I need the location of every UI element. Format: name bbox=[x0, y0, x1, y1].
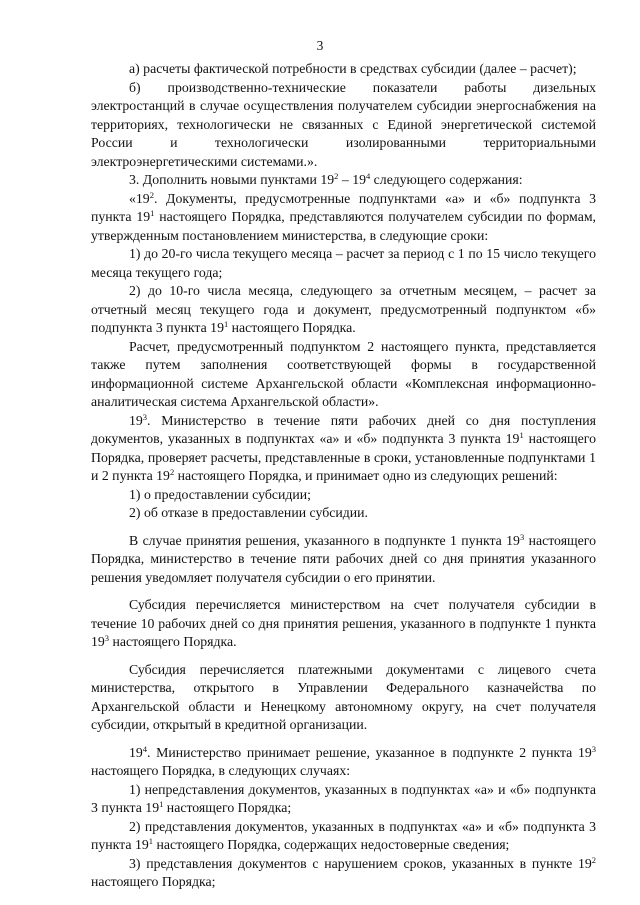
superscript: 2 bbox=[591, 854, 596, 865]
superscript: 1 bbox=[223, 319, 229, 329]
superscript: 3 bbox=[519, 531, 525, 542]
paragraph: Субсидия перечисляется министерством на счет получателя субсидии в течение 10 рабочих дней со дня принятия решения, указанного в подпункте 1 пункта $19^3$ настоящего Порядка. bbox=[91, 597, 596, 649]
paragraph: Расчет, предусмотренный подпунктом 2 настоящего пункта, представляется также путем заполнения соответствующей формы в государственной информационной системе Архангельской области «Комплексная информационно-аналитическая система Архангельской области». bbox=[91, 338, 596, 409]
paragraph: а) расчеты фактической потребности в средствах субсидии (далее – расчет); bbox=[129, 61, 577, 76]
paragraph: В случае принятия решения, указанного в подпункте 1 пункта $19^3$ настоящего Порядка, министерство в течение пяти рабочих дней со дня принятия указанного решения уведомляет получателя субсидии о его принятии. bbox=[91, 531, 597, 585]
paragraph: 3) представления документов с нарушением сроков, указанных в пункте $19^2$ настоящего Порядка; bbox=[91, 854, 596, 889]
paragraph: 2) представления документов, указанных в подпунктах «а» и «б» подпункта 3 пункта $19^1$ настоящего Порядка, содержащих недостоверные сведения; bbox=[91, 818, 596, 852]
paragraph: 2) до 10-го числа месяца, следующего за отчетным месяцем, – расчет за отчетный месяц текущего года и документ, предусмотренный подпунктом «б» подпункта 3 пункта $19^1$ настоящего Порядка. bbox=[91, 283, 596, 335]
superscript: 1 bbox=[159, 799, 164, 809]
superscript: 1 bbox=[150, 208, 155, 218]
superscript: 3 bbox=[591, 743, 596, 754]
paragraph: 1) непредставления документов, указанных в подпунктах «а» и «б» подпункта 3 пункта $19^1$ настоящего Порядка; bbox=[91, 781, 596, 815]
superscript: 4 bbox=[142, 743, 148, 754]
document-body bbox=[91, 60, 596, 892]
paragraph: «$19^2$. Документы, предусмотренные подпунктами «а» и «б» подпункта 3 пункта $19^1$ настоящего Порядка, представляются получателем субсидии по формам, утвержденным постановлением министерства, в следующие сроки: bbox=[91, 189, 596, 243]
superscript: 1 bbox=[148, 836, 154, 846]
paragraph: Субсидия перечисляется платежными документами с лицевого счета министерства, открытого в Управлении Федерального казначейства по Архангельской области и Ненецкому автономному округу, на счет получателя субсидии, открытый в кредитной организации. bbox=[91, 661, 596, 732]
superscript: 4 bbox=[365, 171, 371, 181]
superscript: 3 bbox=[104, 633, 110, 643]
paragraph: $19^3$. Министерство в течение пяти рабочих дней со дня поступления документов, указанных в подпунктах «а» и «б» подпункта 3 пункта $19^1$ настоящего Порядка, проверяет расчеты, представленные в сроки, установленные подпунктами 1 и 2 пункта $19^2$ настоящего Порядка, и принимает одно из следующих решений: bbox=[91, 411, 597, 483]
paragraph: б) производственно-технические показатели работы дизельных электростанций в случае осуществления получателем субсидии энергоснабжения на территориях, технологически не связанных с Единой энергетической системой России и технологически изолированными территориальными электроэнергетическими системами.». bbox=[91, 79, 596, 169]
paragraph: $19^4$. Министерство принимает решение, указанное в подпункте 2 пункта $19^3$ настоящего Порядка, в следующих случаях: bbox=[91, 743, 596, 778]
page-number: 3 bbox=[316, 38, 324, 53]
paragraph: 2) об отказе в предоставлении субсидии. bbox=[129, 505, 368, 520]
superscript: 2 bbox=[169, 467, 175, 477]
paragraph: 1) о предоставлении субсидии; bbox=[129, 486, 311, 502]
paragraph: 3. Дополнить новыми пунктами $19^2 - 19^4$ следующего содержания: bbox=[129, 171, 523, 187]
superscript: 3 bbox=[142, 411, 148, 422]
superscript: 1 bbox=[519, 430, 524, 440]
paragraph: 1) до 20-го числа текущего месяца – расчет за период с 1 по 15 число текущего месяца текущего года; bbox=[91, 246, 596, 280]
superscript: 2 bbox=[334, 171, 339, 181]
superscript: 2 bbox=[149, 189, 154, 200]
